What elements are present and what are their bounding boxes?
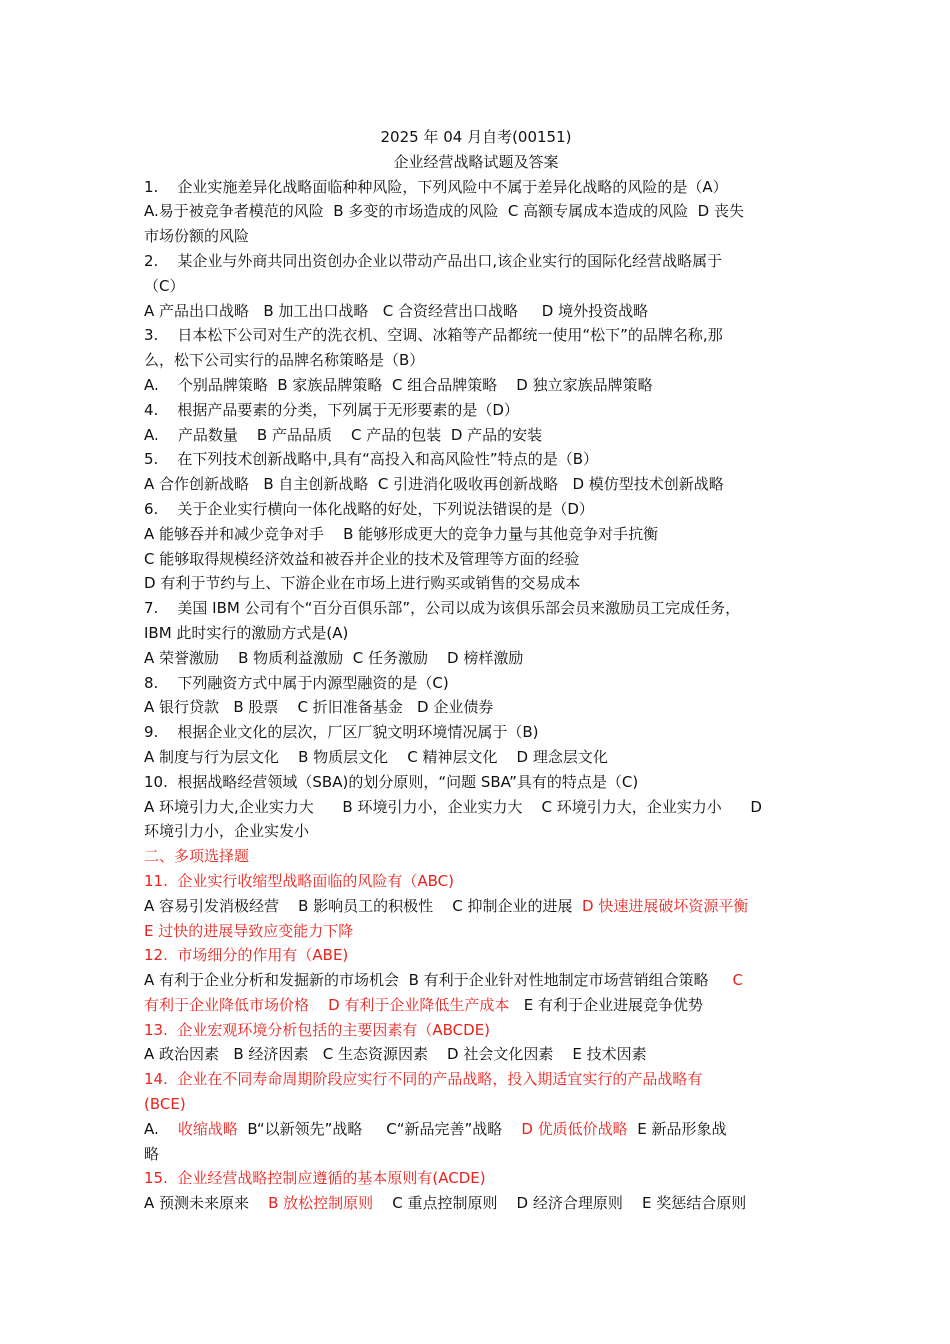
highlighted-text: D 优质低价战略 [521,1119,628,1138]
text-line [144,199,808,224]
highlighted-text: 14. 企业在不同寿命周期阶段应实行不同的产品战略，投入期适宜实行的产品战略有 [144,1070,703,1089]
text-line [144,1191,808,1216]
text-line [144,547,808,572]
text-segment: 8. 下列融资方式中属于内源型融资的是（C) [144,673,449,692]
text-line [144,993,808,1018]
highlighted-text: 收缩战略 [177,1119,238,1138]
text-line [144,224,808,249]
text-segment: 6. 关于企业实行横向一体化战略的好处，下列说法错误的是（D） [144,499,594,518]
text-line [144,447,808,472]
highlighted-text: 12. 市场细分的作用有（ABE) [144,946,349,965]
text-line [144,646,808,671]
text-line [144,695,808,720]
document-body [144,175,808,1216]
text-segment: 么，松下公司实行的品牌名称策略是（B） [144,351,425,370]
text-line [144,621,808,646]
text-segment: C 能够取得规模经济效益和被吞并企业的技术及管理等方面的经验 [144,549,580,568]
text-segment: B“以新领先”战略 C“新品完善”战略 [237,1119,522,1138]
text-segment: 市场份额的风险 [144,227,250,246]
text-segment: 9. 根据企业文化的层次，厂区厂貌文明环境情况属于（B) [144,723,539,742]
text-segment: 略 [144,1144,160,1163]
text-segment: A. [144,1119,178,1138]
text-segment: A 有利于企业分析和发掘新的市场机会 B 有利于企业针对性地制定市场营销组合策略 [144,971,733,990]
text-segment: IBM 此时实行的激励方式是(A) [144,623,349,642]
highlighted-text: 11. 企业实行收缩型战略面临的风险有（ABC) [144,871,455,890]
text-segment: A 制度与行为层文化 B 物质层文化 C 精神层文化 D 理念层文化 [144,747,608,766]
highlighted-text: (BCE) [144,1095,186,1114]
text-segment: 1. 企业实施差异化战略面临种种风险，下列风险中不属于差异化战略的风险的是（A） [144,177,728,196]
text-line [144,323,808,348]
text-segment: 4. 根据产品要素的分类，下列属于无形要素的是（D） [144,400,519,419]
text-line [144,1117,808,1142]
text-line [144,249,808,274]
highlighted-text: 15. 企业经营战略控制应遵循的基本原则有(ACDE) [144,1169,486,1188]
text-line [144,596,808,621]
text-segment: A 预测未来原来 [144,1194,269,1213]
text-segment: （C） [144,276,185,295]
text-line [144,299,808,324]
highlighted-text: E 过快的进展导致应变能力下降 [144,921,354,940]
text-segment: A 银行贷款 B 股票 C 折旧准备基金 D 企业债券 [144,698,494,717]
text-line [144,1067,808,1092]
text-segment: 7. 美国 IBM 公司有个“百分百俱乐部”，公司以成为该俱乐部会员来激励员工完成任务， [144,599,741,618]
highlighted-text: C [732,971,743,990]
text-segment: A. 个别品牌策略 B 家族品牌策略 C 组合品牌策略 D 独立家族品牌策略 [144,375,653,394]
text-line [144,968,808,993]
text-line [144,869,808,894]
text-line [144,398,808,423]
text-line [144,348,808,373]
text-line [144,795,808,820]
text-line [144,745,808,770]
text-segment: A.易于被竞争者模范的风险 B 多变的市场造成的风险 C 高额专属成本造成的风险 D 丧失 [144,202,744,221]
text-segment: C 重点控制原则 D 经济合理原则 E 奖惩结合原则 [373,1194,747,1213]
text-line [144,472,808,497]
text-segment: 10. 根据战略经营领域（SBA)的划分原则，“问题 SBA”具有的特点是（C) [144,772,639,791]
text-line [144,522,808,547]
text-line [144,720,808,745]
text-line [144,1018,808,1043]
text-segment: A 能够吞并和减少竞争对手 B 能够形成更大的竞争力量与其他竞争对手抗衡 [144,524,659,543]
text-segment: E 新品形象战 [627,1119,727,1138]
text-segment: A. 产品数量 B 产品品质 C 产品的包装 D 产品的安装 [144,425,543,444]
text-line [144,770,808,795]
text-line [144,919,808,944]
text-line [144,894,808,919]
text-segment: A 环境引力大,企业实力大 B 环境引力小，企业实力大 C 环境引力大，企业实力小 D [144,797,762,816]
text-segment: 环境引力小，企业实发小 [144,822,310,841]
text-line [144,175,808,200]
text-line [144,844,808,869]
text-line [144,1166,808,1191]
text-segment: A 荣誉激励 B 物质利益激励 C 任务激励 D 榜样激励 [144,648,524,667]
highlighted-text: 有利于企业降低市场价格 D 有利于企业降低生产成本 [144,995,510,1014]
text-segment: A 产品出口战略 B 加工出口战略 C 合资经营出口战略 D 境外投资战略 [144,301,649,320]
text-line [144,274,808,299]
highlighted-text: 二、多项选择题 [144,847,250,866]
text-segment: A 合作创新战略 B 自主创新战略 C 引进消化吸收再创新战略 D 模仿型技术创新战略 [144,475,724,494]
text-line [144,819,808,844]
text-line [144,571,808,596]
text-line [144,943,808,968]
text-segment: A 政治因素 B 经济因素 C 生态资源因素 D 社会文化因素 E 技术因素 [144,1045,647,1064]
highlighted-text: B 放松控制原则 [268,1194,374,1213]
text-segment: D 有利于节约与上、下游企业在市场上进行购买或销售的交易成本 [144,574,581,593]
text-line [144,1092,808,1117]
text-segment: A 容易引发消极经营 B 影响员工的积极性 C 抑制企业的进展 [144,896,583,915]
highlighted-text: D 快速进展破坏资源平衡 [582,896,749,915]
text-line [144,423,808,448]
text-line [144,1142,808,1167]
text-line [144,373,808,398]
text-line [144,1042,808,1067]
text-segment: 5. 在下列技术创新战略中,具有“高投入和高风险性”特点的是（B） [144,450,598,469]
highlighted-text: 13. 企业宏观环境分析包括的主要因素有（ABCDE) [144,1020,491,1039]
document-page [144,125,808,1216]
text-line [144,671,808,696]
text-segment: 3. 日本松下公司对生产的洗衣机、空调、冰箱等产品都统一使用“松下”的品牌名称,那 [144,326,723,345]
document-title: 2025 年 04 月自考(00151) [380,128,572,146]
text-segment: E 有利于企业进展竞争优势 [509,995,703,1014]
text-line [144,497,808,522]
text-segment: 2. 某企业与外商共同出资创办企业以带动产品出口,该企业实行的国际化经营战略属于 [144,251,723,270]
document-subtitle: 企业经营战略试题及答案 [393,152,559,171]
